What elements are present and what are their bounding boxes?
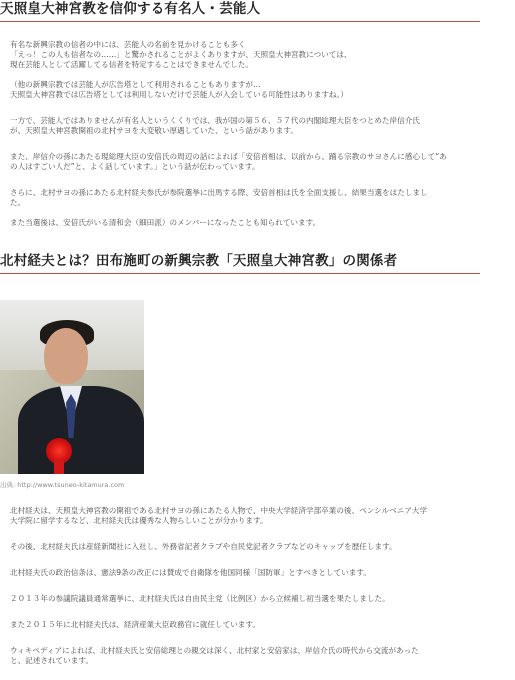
section1-body <box>10 40 480 228</box>
paragraph-line: の人はすごい人だ”と、よく話しています。」という話が伝わっています。 <box>10 162 260 171</box>
paragraph-line: た。 <box>10 198 26 207</box>
paragraph-line: 有名な新興宗教の信者の中には、芸能人の名前を見かけることも多く <box>10 40 246 49</box>
paragraph-line: また当選後は、安倍氏がいる清和会（細田派）のメンバーになったことも知られています。 <box>10 218 321 227</box>
portrait-photo <box>0 300 144 474</box>
paragraph-line: 「えっ！この人も信者なの……」と驚かされることがよくありますが、天照皇大神宮教については、 <box>10 50 352 59</box>
paragraph-line: 北村経夫氏の政治信条は、憲法9条の改正には賛成で自衛隊を他国同様「国防軍」とすべきとしています。 <box>10 568 371 577</box>
paragraph-line: 一方で、芸能人ではありませんが有名人というくくりでは、我が国の第５６、５７代の内閣総理大臣をつとめた岸信介氏 <box>10 116 420 125</box>
paragraph-line: また２０１５年に北村経夫氏は、経済産業大臣政務官に就任しています。 <box>10 620 260 629</box>
paragraph-line: （他の新興宗教では芸能人が広告塔として利用されることもありますが… <box>10 80 261 89</box>
paragraph-line: と、記述されています。 <box>10 656 93 665</box>
paragraph-line: その後、北村経夫氏は産経新聞社に入社し、外務省記者クラブや自民党記者クラブなどのキャップを歴任します。 <box>10 542 397 551</box>
paragraph-line: 現在芸能人として活躍してる信者を特定することはできませんでした。 <box>10 60 253 69</box>
paragraph-line: ウィキペディアによれば、北村経夫氏と安倍総理との親交は深く、北村家と安倍家は、岸信介氏の時代から交流があった <box>10 646 419 655</box>
paragraph-line: ２０１３年の参議院議員通常選挙に、北村経夫氏は自由民主党（比例区）から立候補し初当選を果たしました。 <box>10 594 390 603</box>
section-heading-celebrities: 天照皇大神宮教を信仰する有名人・芸能人 <box>0 0 480 22</box>
paragraph-line: 天照皇大神宮教では広告塔としては利用しないだけで芸能人が入会している可能性はありますね。） <box>10 90 348 99</box>
paragraph-line: 北村経夫は、天照皇大神宮教の開祖である北村サヨの孫にあたる人物で、中央大学経済学部卒業の後、ペンシルベニア大学 <box>10 506 428 515</box>
photo-source-caption: 出典: http://www.tsuneo-kitamura.com <box>0 481 125 489</box>
paragraph-line: さらに、北村サヨの孫にあたる北村経夫参氏が参院選挙に出馬する際、安倍首相は氏を全面支援し、結果当選をはたしまし <box>10 188 428 197</box>
section-heading-kitamura: 北村経夫とは？田布施町の新興宗教「天照皇大神宮教」の関係者 <box>0 252 480 274</box>
section2-body <box>10 506 480 666</box>
paragraph-line: 大学院に留学するなど、北村経夫氏は優秀な人物らしいことが分かります。 <box>10 516 268 525</box>
paragraph-line: また、岸信介の孫にあたる現総理大臣の安倍氏の周辺の話によれば「安倍首相は、以前から、踊る宗教のサヨさんに感心して“あ <box>10 152 447 161</box>
paragraph-line: が、天照皇大神宮教開祖の北村サヨを大変敬い厚遇していた、という話があります。 <box>10 126 298 135</box>
